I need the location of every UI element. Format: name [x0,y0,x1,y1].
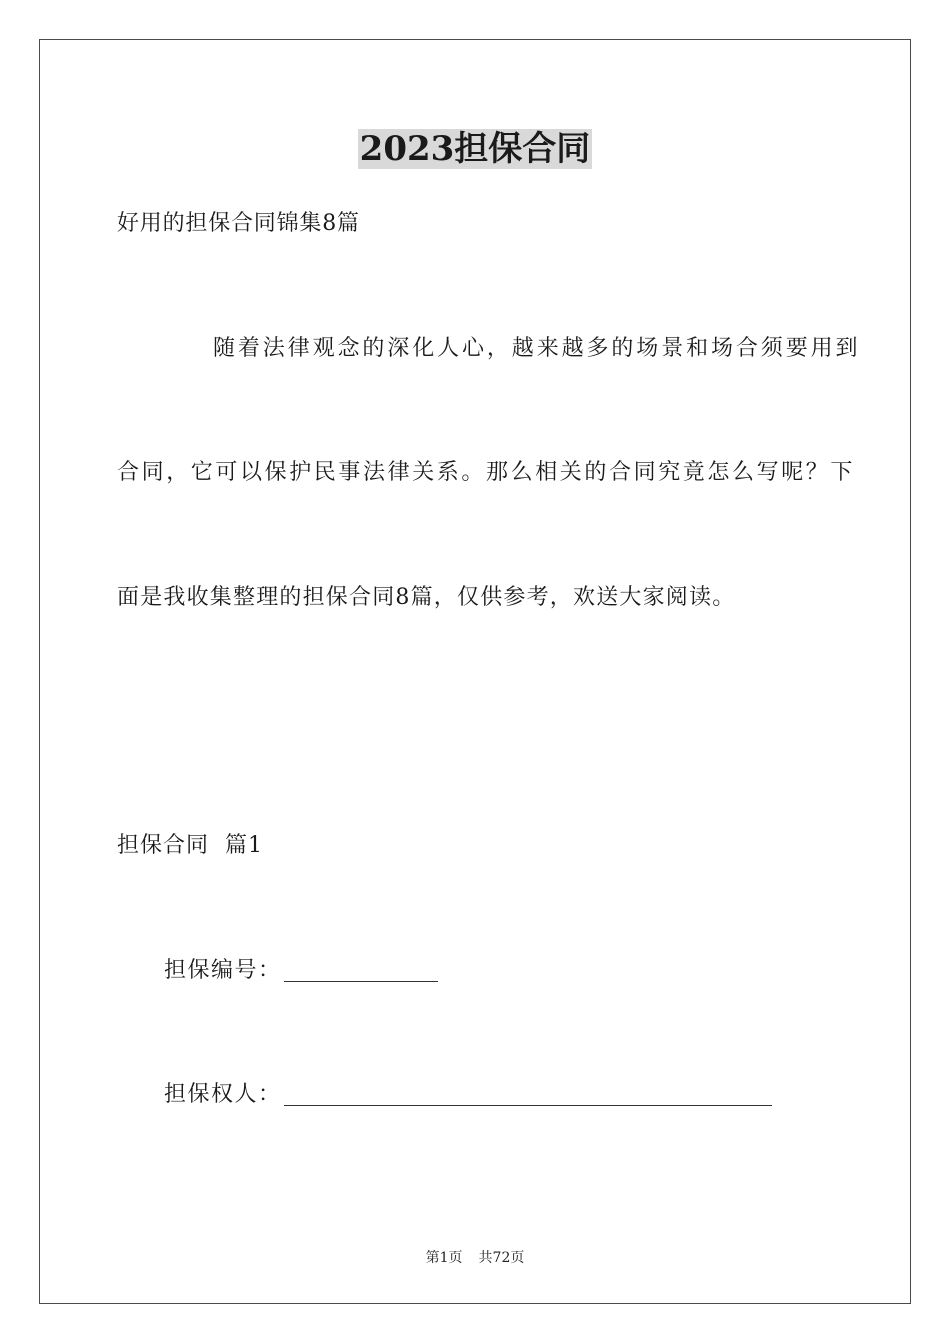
intro-paragraph-line-2: 合同，它可以保护民事法律关系。那么相关的合同究竟怎么写呢？下 [117,460,856,485]
page-current: 第1页 [425,1250,463,1266]
guarantee-number-label: 担保编号： [164,958,282,983]
guarantee-creditor-blank [284,1105,772,1106]
document-title [0,126,950,172]
document-subtitle: 好用的担保合同锦集8篇 [117,211,360,236]
intro-paragraph-line-3: 面是我收集整理的担保合同8篇，仅供参考，欢送大家阅读。 [117,585,736,610]
intro-paragraph-line-1: 随着法律观念的深化人心，越来越多的场景和场合须要用到 [213,336,861,361]
guarantee-number-blank [284,981,438,982]
page-total: 共72页 [478,1250,525,1266]
section-heading: 担保合同 篇1 [117,833,263,858]
page-footer [0,1248,950,1268]
guarantee-creditor-label: 担保权人： [164,1082,282,1107]
document-title-text: 2023担保合同 [359,129,591,169]
